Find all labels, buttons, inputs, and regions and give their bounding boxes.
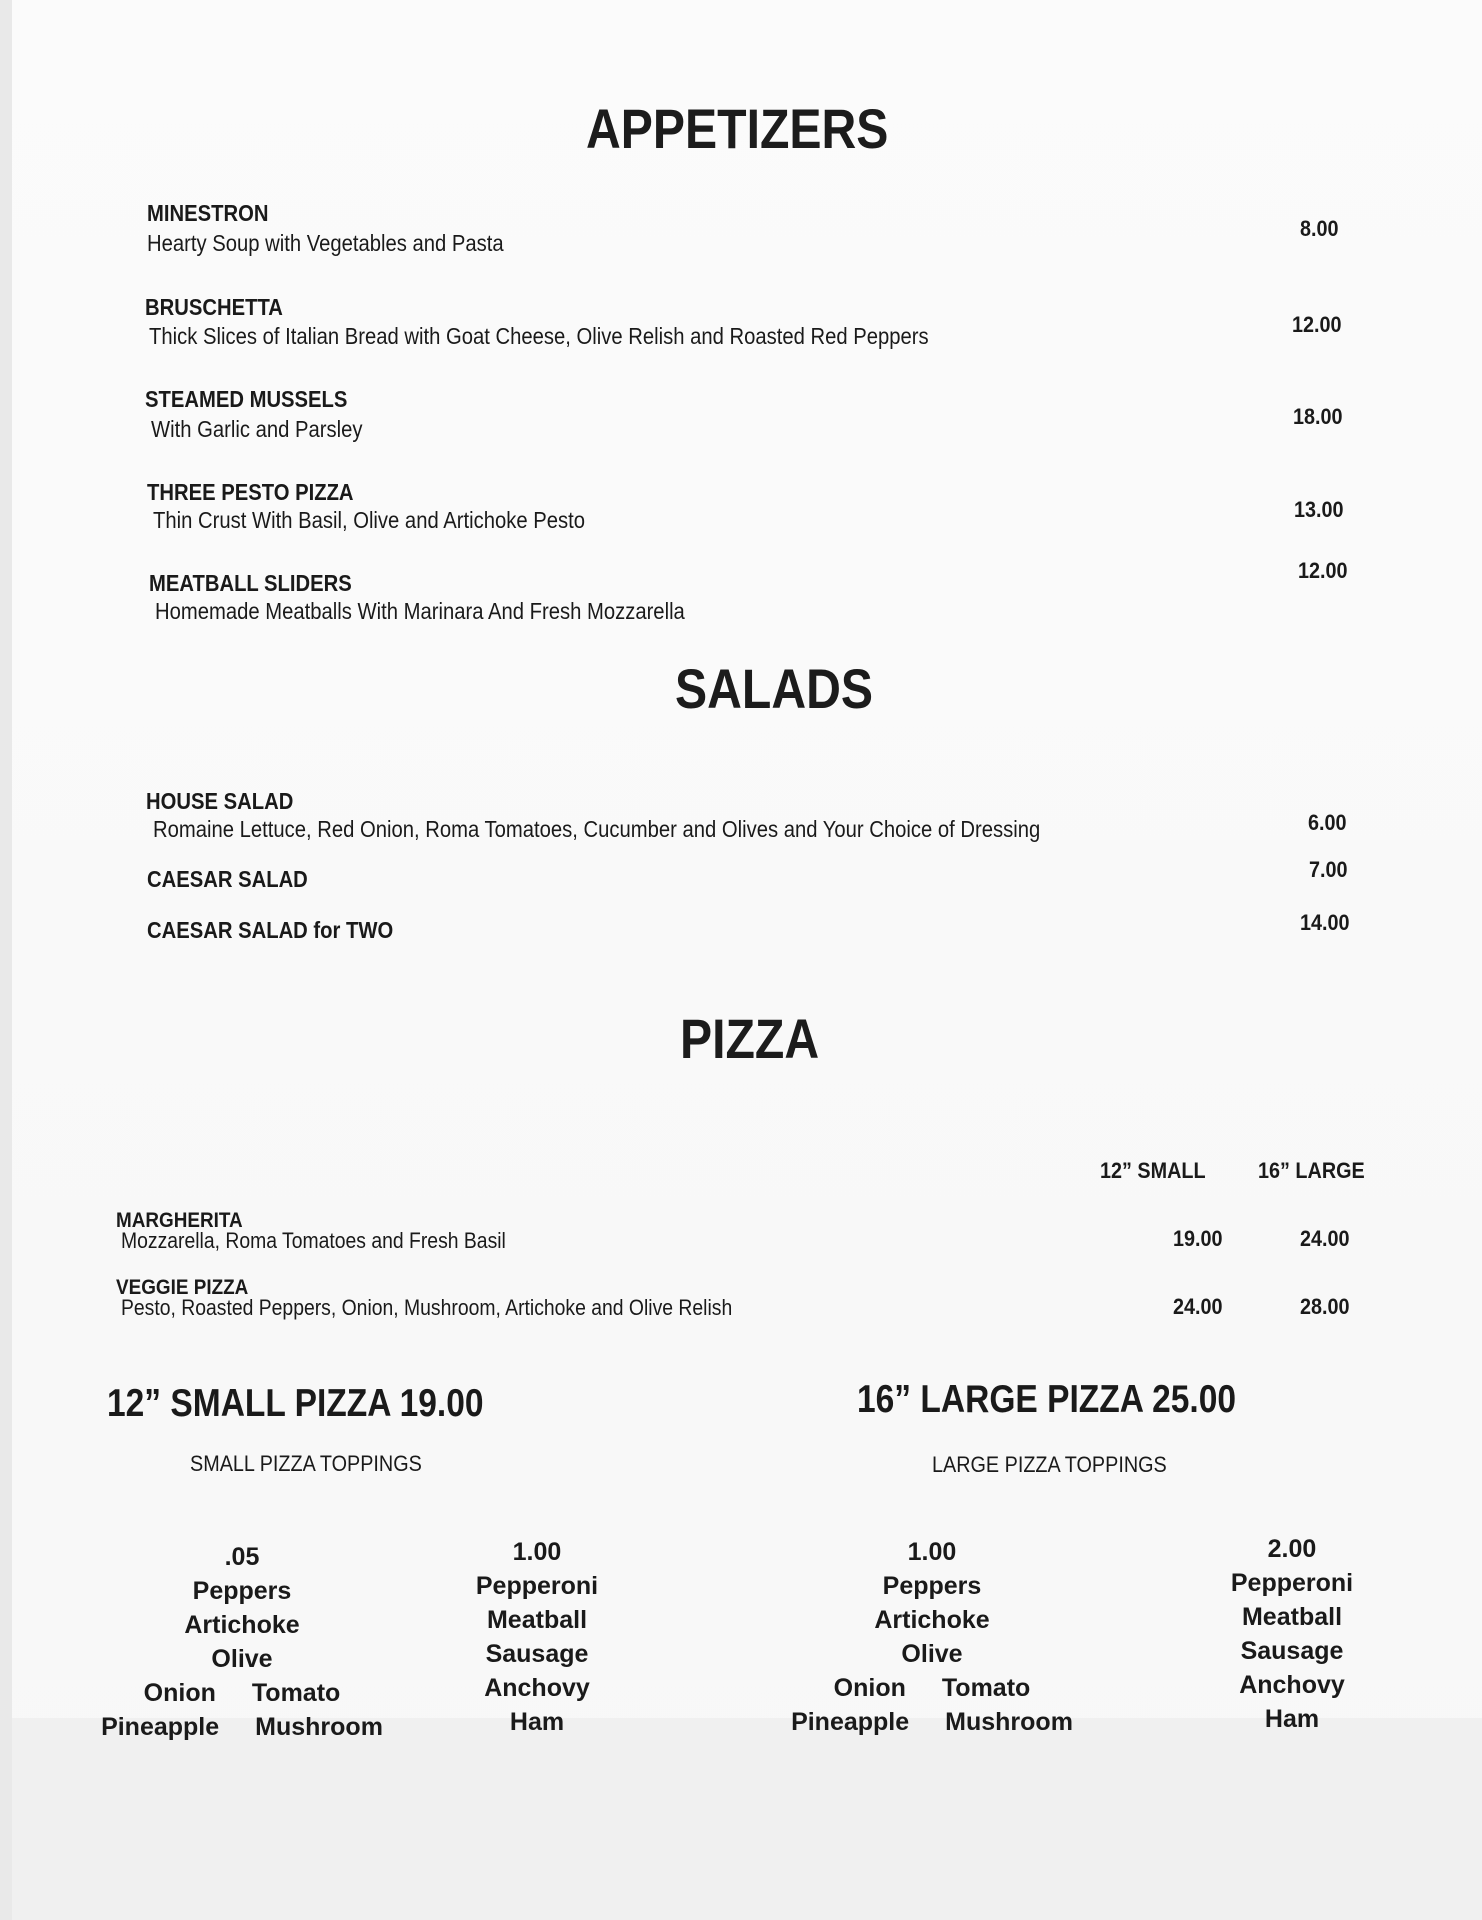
appetizers-title: APPETIZERS <box>586 97 889 160</box>
topping-item: Onion <box>833 1674 906 1702</box>
menu-item-price: 18.00 <box>1293 404 1343 429</box>
topping-price: 2.00 <box>1267 1535 1317 1563</box>
menu-item-name: CAESAR SALAD <box>147 866 308 892</box>
salads-title: SALADS <box>675 657 874 720</box>
small-toppings-group-1 <box>92 1540 392 1744</box>
topping-item: Tomato <box>941 1674 1031 1702</box>
topping-item: Meatball <box>486 1606 588 1634</box>
menu-item-desc: Thick Slices of Italian Bread with Goat Cheese, Olive Relish and Roasted Red Peppers <box>149 323 929 349</box>
pizza-title: PIZZA <box>680 1007 820 1070</box>
menu-item-price: 14.00 <box>1300 910 1350 935</box>
topping-item: Pineapple <box>791 1708 910 1736</box>
menu-item-name: MARGHERITA <box>116 1209 243 1232</box>
menu-item-price: 7.00 <box>1309 857 1348 882</box>
topping-item: Sausage <box>1240 1637 1344 1665</box>
menu-item-name: BRUSCHETTA <box>145 294 283 320</box>
pizza-large-price: 24.00 <box>1300 1226 1350 1251</box>
menu-item-name: MEATBALL SLIDERS <box>149 570 352 596</box>
pizza-small-price: 19.00 <box>1173 1226 1223 1251</box>
menu-item-price: 12.00 <box>1292 312 1342 337</box>
topping-item: Ham <box>509 1708 565 1736</box>
topping-item: Mushroom <box>945 1708 1073 1736</box>
topping-item: Olive <box>901 1640 963 1668</box>
pizza-col-large-header: 16” LARGE <box>1258 1158 1365 1183</box>
large-toppings-group-1 <box>782 1535 1082 1739</box>
small-toppings-label: SMALL PIZZA TOPPINGS <box>190 1451 422 1476</box>
topping-price: 1.00 <box>907 1538 957 1566</box>
pizza-col-small-header: 12” SMALL <box>1100 1158 1206 1183</box>
menu-item-name: THREE PESTO PIZZA <box>147 479 354 505</box>
small-toppings-group-2 <box>437 1535 637 1739</box>
menu-item-desc: Homemade Meatballs With Marinara And Fresh Mozzarella <box>155 598 685 624</box>
pizza-small-price: 24.00 <box>1173 1294 1223 1319</box>
scan-shadow-band <box>12 1718 1482 1920</box>
topping-item: Artichoke <box>184 1611 300 1639</box>
menu-item-price: 13.00 <box>1294 497 1344 522</box>
topping-item: Peppers <box>882 1572 982 1600</box>
topping-item: Tomato <box>251 1679 341 1707</box>
menu-item-desc: Romaine Lettuce, Red Onion, Roma Tomatoes, Cucumber and Olives and Your Choice of Dressing <box>153 816 1041 842</box>
topping-item: Artichoke <box>874 1606 990 1634</box>
topping-item: Peppers <box>192 1577 292 1605</box>
menu-item-desc: Hearty Soup with Vegetables and Pasta <box>147 230 504 256</box>
menu-item-desc: Thin Crust With Basil, Olive and Artichoke Pesto <box>153 507 585 533</box>
menu-item-desc: With Garlic and Parsley <box>151 416 363 442</box>
menu-item-desc: Pesto, Roasted Peppers, Onion, Mushroom, Artichoke and Olive Relish <box>121 1295 733 1320</box>
menu-item-name: MINESTRON <box>147 200 269 226</box>
pizza-large-price: 28.00 <box>1300 1294 1350 1319</box>
large-toppings-group-2 <box>1192 1532 1392 1736</box>
large-pizza-heading: 16” LARGE PIZZA 25.00 <box>857 1378 1237 1421</box>
topping-item: Olive <box>211 1645 273 1673</box>
topping-item: Mushroom <box>255 1713 383 1741</box>
topping-item: Anchovy <box>484 1674 590 1702</box>
menu-item-name: HOUSE SALAD <box>146 788 294 814</box>
menu-item-name: CAESAR SALAD for TWO <box>147 917 394 943</box>
topping-price: 1.00 <box>512 1538 562 1566</box>
menu-item-name: VEGGIE PIZZA <box>116 1276 249 1299</box>
menu-item-desc: Mozzarella, Roma Tomatoes and Fresh Basil <box>121 1228 506 1253</box>
menu-item-price: 8.00 <box>1300 216 1339 241</box>
topping-item: Ham <box>1264 1705 1320 1733</box>
topping-item: Pineapple <box>101 1713 220 1741</box>
topping-item: Onion <box>143 1679 216 1707</box>
menu-item-price: 6.00 <box>1308 810 1347 835</box>
topping-price: .05 <box>224 1543 260 1571</box>
topping-item: Sausage <box>485 1640 589 1668</box>
topping-item: Pepperoni <box>1230 1569 1354 1597</box>
topping-item: Meatball <box>1241 1603 1343 1631</box>
large-toppings-label: LARGE PIZZA TOPPINGS <box>932 1452 1167 1477</box>
topping-item: Pepperoni <box>475 1572 599 1600</box>
topping-item: Anchovy <box>1239 1671 1345 1699</box>
menu-item-price: 12.00 <box>1298 558 1348 583</box>
menu-item-name: STEAMED MUSSELS <box>145 386 348 412</box>
small-pizza-heading: 12” SMALL PIZZA 19.00 <box>107 1382 484 1425</box>
